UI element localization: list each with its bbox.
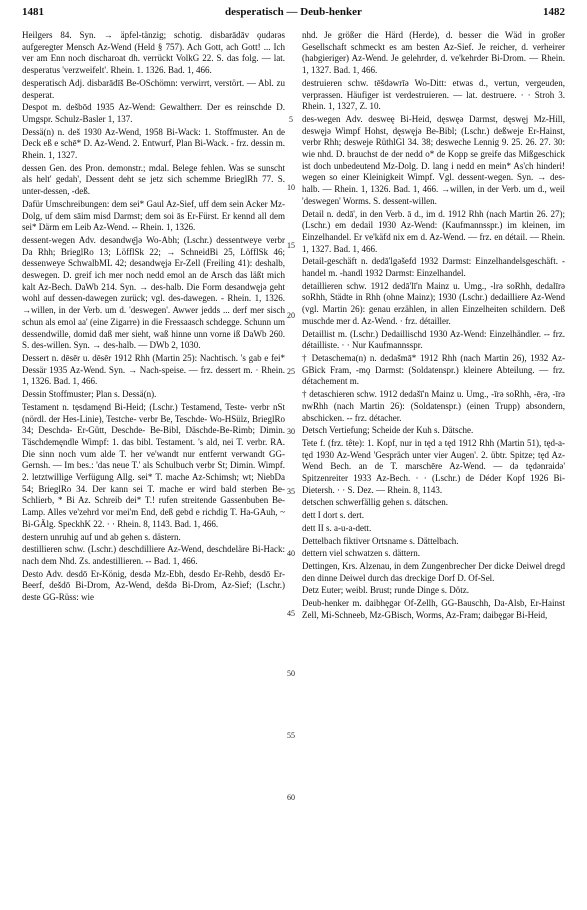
right-page-number: 1482 — [543, 6, 565, 18]
entry-paragraph: † Detaschema(n) n. dedašmā* 1912 Rhh (nach Martin 26), 1932 Az-GBick Fram, -mǫ Darmst: (Soldatenspr.) kleinere Abteilung. — frz. détachement m. — [302, 352, 565, 387]
entry-paragraph: dett I dort s. dert. — [302, 510, 364, 521]
line-number: 60 — [287, 793, 295, 802]
running-title: desperatisch — Deub-henker — [225, 6, 362, 18]
line-number: 20 — [287, 311, 295, 320]
left-page-number: 1481 — [22, 6, 44, 18]
line-number: 45 — [287, 609, 295, 618]
entry-paragraph: Detsch Vertiefung; Scheide der Kuh s. Dätsche. — [302, 425, 474, 436]
line-number: 15 — [287, 241, 295, 250]
line-number: 30 — [287, 427, 295, 436]
entry-paragraph: destruieren schw. tēšdǝwrīǝ Wo-Ditt: etwas d., vertun, vergeuden, verprassen. Häufiger ist verdestruieren. — lat. destruere. · · Stroh 3. Rhein. 1, 1327, Z. 10. — [302, 77, 565, 112]
entry-paragraph: Detail n. dedā', in den Verb. ā d., im d. 1912 Rhh (nach Martin 26. 27); (Lschr.) em dedail 1930 Az-Wend: (Kaufmannsspr.) im kleinen, im Einzelhandel. Er ve'käfd nix em d. Az-Wend. — frz. en détail. — Rhein. 1, 1327. Bad. 1, 466. — [302, 208, 565, 254]
entry-paragraph: Detaillist m. (Lschr.) Dedaillischd 1930 Az-Wend: Einzelhändler. -- frz. détailliste. · · Nur Kaufmannsspr. — [302, 328, 565, 351]
page-header — [22, 6, 565, 24]
entry-paragraph: dettern viel schwatzen s. dättern. — [302, 548, 420, 559]
line-number: 5 — [289, 115, 293, 124]
entry-paragraph: Deub-henker m. daibhęgǝr Of-Zellh, GG-Bauschh, Da-Alsb, Er-Hainst Zell, Mi-Schneeb, Mz-GBisch, Worms, Az-Fram; daibęgǝr Bi-Heid, — [302, 598, 565, 620]
line-number: 25 — [287, 367, 295, 376]
entry-paragraph: Heilgers 84. Syn. → äpfel-tänzig; schotig. disbarādāv ǫudǝrǝs aufgeregter Mensch Az-Wend (Held § 757). Ach Gott, ach Gott! ... Ich ver am Enn noch discharoat dh. verrückt VolkG 22. S. das folg. — lat. desperatus 'verzweifelt'. Rhein. 1. 1326. Bad. 1, 466. — [22, 30, 285, 76]
entry-paragraph: nhd. Je größer die Härd (Herde), d. besser die Wäd in großer Gesellschaft schmeckt es am besten Az-Sief. Je reicher, d. verheirer (habgieriger) Az-Wend. Je gelehrder, d. ve'kehrder Bi-Drom. — Rhein. 1, 1327. Bad. 1, 466. — [302, 30, 565, 76]
line-number: 50 — [287, 669, 295, 678]
left-column — [22, 30, 285, 605]
right-column — [302, 30, 565, 622]
entry-paragraph: Dettingen, Krs. Alzenau, in dem Zungenbrecher Der dicke Deiwel dregd den dinne Deiwel durch das dreckige Dorf D. Of-Sel. — [302, 560, 565, 583]
entry-paragraph: † detaschieren schw. 1912 dedašī'n Mainz u. Umg., -īrǝ soRhh, -ērǝ, -īrǝ nwRhh (nach Martin 26): (Soldatenspr.) (einen Trupp) absondern, abschicken. -- frz. détacher. — [302, 389, 565, 423]
line-number: 55 — [287, 731, 295, 740]
entry-paragraph: detaillieren schw. 1912 dedā'lī'n Mainz u. Umg., -lrǝ soRhh, dedalīrǝ soRhh, Städte in Rhh (ohne Mainz); 1930 (Lschr.) dedailliere Az-Wend (vgl. Martin 26): genau erzählen, in allen Einzelheiten schildern. Deß muschde mer d. Az-Wend. · frz. détailler. — [302, 280, 565, 326]
line-number: 40 — [287, 549, 295, 558]
entry-paragraph: Tete f. (frz. tête): 1. Kopf, nur in tęd a tęd 1912 Rhh (Martin 51), tęd-a-tęd 1930 Az-Wend 'Gespräch unter vier Augen'. 2. übtr. Spitze; tęd Az-Wend Bech. an de T. marschēre Az-Wend. — dǝ tędǝnraidǝ' Spitzenreiter 1933 Az-Bech. · · (Lschr.) de Déder Kopf 1926 Bi-Dietersh. · · S. Dez. — Rhein. 8, 1143. — [302, 437, 565, 495]
line-number: 35 — [287, 487, 295, 496]
entry-paragraph: desperatisch Adj. disbarādīš Be-OSchömn: verwirrt, verstört. — Abl. zu desperat. — [22, 77, 285, 100]
entry-paragraph: destillieren schw. (Lschr.) deschdilliere Az-Wend, deschdeläre Bi-Hack: nach dem Nhd. Zs. andestillieren. -- Bad. 1, 466. — [22, 544, 285, 566]
entry-paragraph: Dessert n. dēsēr u. dēsēr 1912 Rhh (Martin 25): Nachtisch. 's gab e fei* Dessär 1935 Az-Wend. Syn. → Nach-speise. — frz. dessert m. · Rhein. 1, 1326. Bad. 1, 466. — [22, 352, 285, 387]
entry-paragraph: dett II s. a-u-a-dett. — [302, 522, 372, 533]
entry-paragraph: Dafür Umschreibungen: dem sei* Gaul Az-Sief, uff dem sein Acker Mz-Dolg, uf dem sāim misd Darmst; dem soi ās Er-Fürst. Er kennd all dem sei* Därm em Leib Az-Wend. -- Rhein. 1, 1326. — [22, 198, 285, 233]
line-number: 10 — [287, 183, 295, 192]
entry-paragraph: Detz Euter; weibl. Brust; runde Dinge s. Dötz. — [302, 585, 469, 596]
entry-paragraph: Testament n. tęsdamęnd Bi-Heid; (Lschr.) Testamend, Teste- verbr nSt (nördl. der Hes-Linie), Testche- verbr Be, Teschde- Wo-HSülz, BrieglRo 34; Deschda- Er-Gütt, Deschde- Be-Bibl, Däschde-Be-Rimb; Dimin. Täschdemęndle Wimpf: 1. das bibl. Testament. 's ald, nei T. verbr. RA. Die sinn noch vum alde T. her ve'wandt nur entfernt verwandt GG-Gernsh. — Im bes.: 'das neue T.' als Schulbuch verbr St; Dimin. Wimpf. 2. letztwillige Verfügung Allg. sei* T. mache Az-Schimsh; wt; NiebDa 54; BrieglRo 34. Der kann sei T. mache er wird bald sterben Be-Schlierb, * Bi Az. Schreib dei* T.! rufen streitende Gassenbuben Be-Lamp. Alles ve'zehrd vor mei'm End, deß gebd e richdig T. Ha-GAuh, ~ Bi-GÄlg. SpeckhK 22. · · Rhein. 8, 1143. Bad. 1, 466. — [22, 401, 285, 529]
entry-paragraph: detschen schwerfällig gehen s. dätschen. — [302, 497, 448, 508]
entry-paragraph: Despot m. dešbōd 1935 Az-Wend: Gewaltherr. Der es reinschde D. Umgspr. Schulz-Basler 1, 137. — [22, 102, 285, 124]
entry-paragraph: des-wegen Adv. desweę Bi-Heid, dęswęǝ Darmst, dęswęj Mz-Hill, deswęjǝ Wimpf Hohst, dęswęjǝ Be-Bibl; (Lschr.) deßweje Er-Hainst, verbr Rhh; desweje RüthlGl 34. 38; desweche Lennig 9. 25. 26. 27. 30: wie nhd. D. brauchst de der nedd o* de Kopp se greife das Mißgeschick ist doch unbedeutend Mz-Dolg. D. lang i nedd en mein* As'ch hinderi! wegen so einer Kleinigkeit Wimpf. Vgl. dessent-wegen. Syn. → des-halb. — Rhein. 1, 1326. Bad. 1, 466. →willen, in der Verb. um d., weil 'deswegen' Worms. S. dessent-willen. — [302, 113, 565, 206]
entry-paragraph: Detail-geschäft n. dedā'lgǝšefd 1932 Darmst: Einzelhandelsgeschäft. -handel m. -handl 1932 Darmst: Einzelhandel. — [302, 256, 565, 279]
entry-paragraph: Desto Adv. desdō Er-König, desdǝ Mz-Ebh, desdo Er-Rehb, desdō Er-Beerf, dešdō Bi-Drom, Az-Wend, dešdǝ Bi-Drom, Az-Sief; (Lschr.) deste GG-Rüss: wie — [22, 568, 285, 603]
entry-paragraph: Dettelbach fiktiver Ortsname s. Dättelbach. — [302, 535, 459, 546]
entry-paragraph: destern unruhig auf und ab gehen s. dästern. — [22, 531, 181, 542]
entry-paragraph: dessen Gen. des Pron. demonstr.; mdal. Belege fehlen. Was se sunscht als helt' gedah', Dessent deht se jetz sich schemme BrieglRh 77. S. unter-dessen, -deß. — [22, 162, 285, 197]
entry-paragraph: Dessä(n) n. deš 1930 Az-Wend, 1958 Bi-Wack: 1. Stoffmuster. An de Deck eß e schē* D. Az-Wend. 2. Entwurf, Plan Bi-Wack. - frz. dessin m. Rhein. 1, 1327. — [22, 126, 285, 161]
entry-paragraph: dessent-wegen Adv. desǝndwę̄jǝ Wo-Abh; (Lschr.) dessentweye verbr Da Rhh; BrieglRo 13; LöfflSk 22; → SchneidBi 25, LöfflSk 46; dessenweye SchwalbML 42; desǝndwęjǝ Er-Zell (Freiling 41): deshalb, deswegen. D. greif ich mer noch nedd emol an de Arsch das läßt mich kalt Az-Bech. DaWb 214. Syn. → des-halb. Die Form desǝndwęjǝ geht wohl auf dessen-dawegen zurück; vgl. des-dawegen. - Rhein. 1, 1326. →willen, in der Verb. um d. 'deswegen'. Awwer jedds ... derf mer sisch schun als emol aa' (eine Zigarre) in die Fressaasch schdegge. Schunn um dessendwille, domid daß mer sieht, waß hinne unn vorne iß DaWb 260. S. des-willen. Syn. → des-halb. — DWb 2, 1030. — [22, 234, 285, 351]
entry-paragraph: Dessin Stoffmuster; Plan s. Dessä(n). — [22, 389, 157, 400]
